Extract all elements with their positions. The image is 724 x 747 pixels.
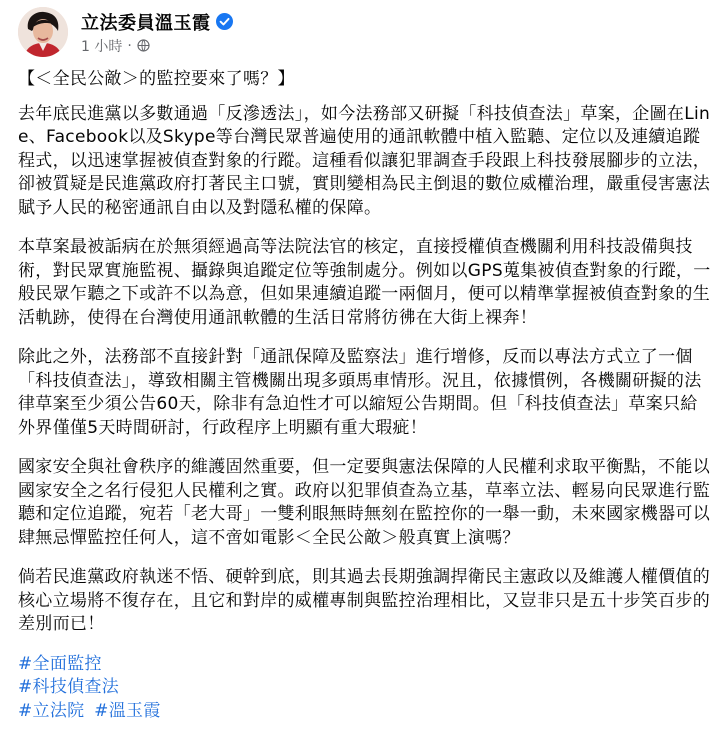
- hashtag-link[interactable]: #全面監控: [18, 653, 102, 674]
- post-paragraph-3: 除此之外，法務部不直接針對「通訊保障及監察法」進行增修，反而以專法方式立了一個「科技偵查法」，導致相關主管機關出現多頭馬車情形。況且，依據慣例，各機關研擬的法律草案至少須公告60天，除非有急迫性才可以縮短公告期間。但「科技偵查法」草案只給外界僅僅5天時間研討，行政程序上明顯有重大瑕疵！: [18, 347, 702, 438]
- post-timestamp[interactable]: 1 小時: [81, 38, 123, 55]
- hashtag-line-3: [18, 700, 714, 724]
- hashtag-line-2: [18, 676, 714, 700]
- post-paragraph-2: 本草案最被詬病在於無須經過高等法院法官的核定，直接授權偵查機關利用科技設備與技術，對民眾實施監視、攝錄與追蹤定位等強制處分。例如以GPS蒐集被偵查對象的行蹤，一般民眾乍聽之下或許不以為意，但如果連續追蹤一兩個月，便可以精準掌握被偵查對象的生活軌跡，使得在台灣使用通訊軟體的生活日常將彷彿在大街上裸奔！: [18, 237, 711, 328]
- post-header: [18, 6, 233, 58]
- hashtag-line-1: [18, 653, 714, 677]
- post-title: 【＜全民公敵＞的監控要來了嗎？】: [18, 69, 295, 89]
- hashtag-link[interactable]: #立法院: [18, 700, 85, 721]
- post-meta: [81, 10, 233, 55]
- hashtag-list: [18, 653, 714, 724]
- avatar-image: [18, 7, 68, 57]
- post-paragraph-5: 倘若民進黨政府執迷不悟、硬幹到底，則其過去長期強調捍衛民主憲政以及維護人權價值的核心立場將不復存在，且它和對岸的威權專制與監控治理相比，又豈非只是五十步笑百步的差別而已！: [18, 567, 710, 634]
- post-content: [18, 68, 714, 723]
- post-paragraph-4: 國家安全與社會秩序的維護固然重要，但一定要與憲法保障的人民權利求取平衡點，不能以國家安全之名行侵犯人民權利之實。政府以犯罪偵查為立基，草率立法、輕易向民眾進行監聽和定位追蹤，宛若「老大哥」一雙利眼無時無刻在監控你的一舉一動，未來國家機器可以肆無忌憚監控任何人，這不啻如電影＜全民公敵＞般真實上演嗎？: [18, 457, 710, 548]
- globe-icon[interactable]: [137, 39, 150, 52]
- hashtag-link[interactable]: #科技偵查法: [18, 677, 120, 697]
- avatar[interactable]: [18, 7, 68, 57]
- timestamp-row: [81, 37, 233, 55]
- author-row: [81, 10, 233, 34]
- verified-badge-icon: [216, 13, 233, 30]
- hashtag-link[interactable]: #溫玉霞: [94, 700, 161, 721]
- separator-dot: ·: [127, 37, 132, 54]
- author-name[interactable]: 立法委員溫玉霞: [81, 12, 211, 34]
- post-paragraph-1: 去年底民進黨以多數通過「反滲透法」，如今法務部又研擬「科技偵查法」草案，企圖在Line、Facebook以及Skype等台灣民眾普遍使用的通訊軟體中植入監聽、定位以及連續追蹤程式，以迅速掌握被偵查對象的行蹤。這種看似讓犯罪調查手段跟上科技發展腳步的立法，卻被質疑是民進黨政府打著民主口號，實則變相為民主倒退的數位威權治理，嚴重侵害憲法賦予人民的秘密通訊自由以及對隱私權的保障。: [18, 103, 711, 218]
